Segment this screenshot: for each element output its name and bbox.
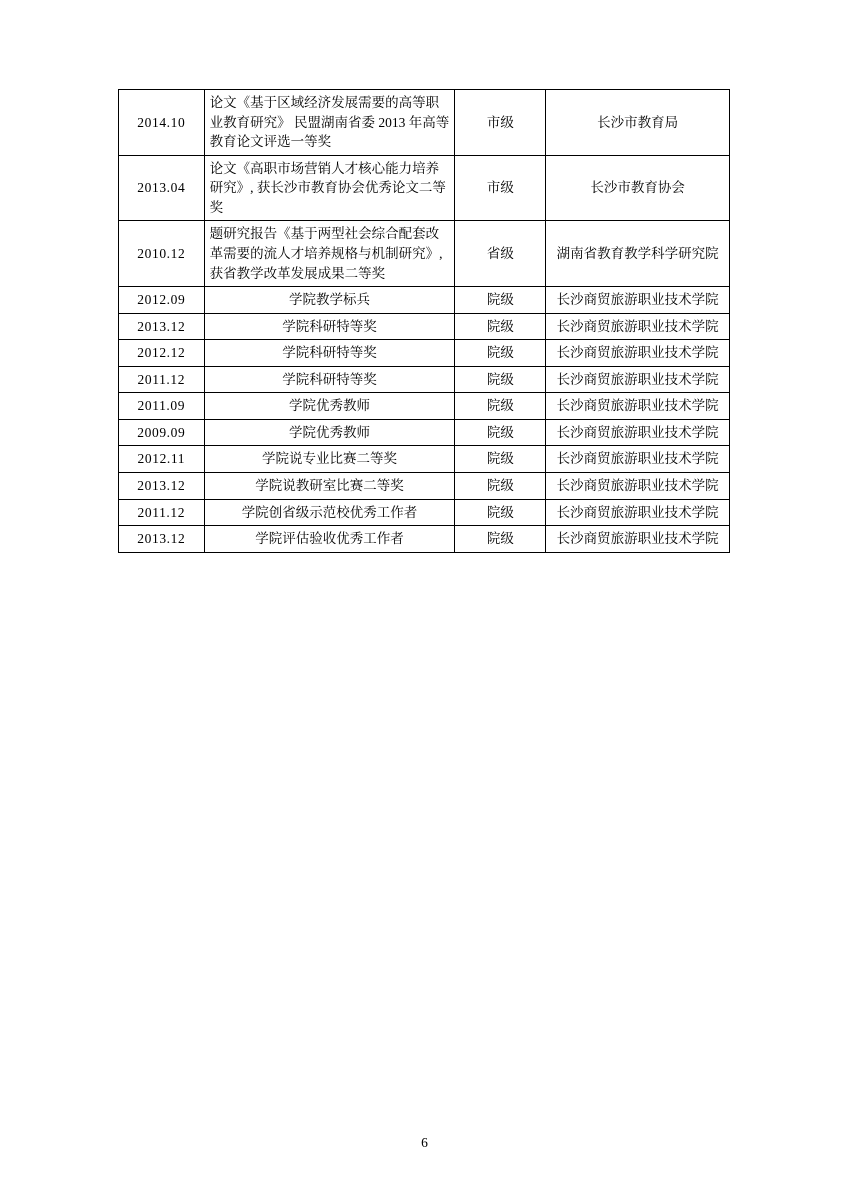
table-row: [119, 313, 730, 340]
cell-date: 2013.12: [119, 526, 205, 553]
table-row: [119, 499, 730, 526]
cell-organization: 长沙商贸旅游职业技术学院: [546, 499, 730, 526]
cell-description: 学院教学标兵: [204, 287, 455, 314]
cell-date: 2010.12: [119, 221, 205, 287]
cell-date: 2014.10: [119, 90, 205, 156]
cell-date: 2013.12: [119, 473, 205, 500]
cell-level: 院级: [455, 287, 546, 314]
cell-organization: 湖南省教育教学科学研究院: [546, 221, 730, 287]
cell-organization: 长沙商贸旅游职业技术学院: [546, 419, 730, 446]
cell-level: 市级: [455, 155, 546, 221]
table-row: [119, 155, 730, 221]
cell-level: 院级: [455, 419, 546, 446]
cell-organization: 长沙商贸旅游职业技术学院: [546, 526, 730, 553]
cell-organization: 长沙商贸旅游职业技术学院: [546, 473, 730, 500]
table-row: [119, 526, 730, 553]
cell-date: 2012.12: [119, 340, 205, 367]
cell-description: 学院说专业比赛二等奖: [204, 446, 455, 473]
cell-organization: 长沙商贸旅游职业技术学院: [546, 393, 730, 420]
cell-organization: 长沙市教育局: [546, 90, 730, 156]
cell-date: 2012.11: [119, 446, 205, 473]
cell-level: 院级: [455, 499, 546, 526]
cell-description: 学院创省级示范校优秀工作者: [204, 499, 455, 526]
cell-date: 2013.04: [119, 155, 205, 221]
awards-table-body: [119, 90, 730, 553]
cell-organization: 长沙市教育协会: [546, 155, 730, 221]
cell-organization: 长沙商贸旅游职业技术学院: [546, 446, 730, 473]
cell-level: 院级: [455, 366, 546, 393]
table-row: [119, 340, 730, 367]
cell-date: 2012.09: [119, 287, 205, 314]
cell-description: 学院优秀教师: [204, 393, 455, 420]
cell-description: 学院科研特等奖: [204, 366, 455, 393]
cell-description: 学院优秀教师: [204, 419, 455, 446]
table-row: [119, 446, 730, 473]
page-number: 6: [421, 1135, 428, 1150]
table-row: [119, 221, 730, 287]
cell-description: 学院科研特等奖: [204, 313, 455, 340]
table-row: [119, 287, 730, 314]
cell-date: 2011.12: [119, 366, 205, 393]
cell-level: 院级: [455, 526, 546, 553]
cell-date: 2011.12: [119, 499, 205, 526]
cell-date: 2013.12: [119, 313, 205, 340]
table-row: [119, 419, 730, 446]
cell-date: 2009.09: [119, 419, 205, 446]
cell-description: 学院科研特等奖: [204, 340, 455, 367]
cell-description: 论文《基于区域经济发展需要的高等职业教育研究》 民盟湖南省委 2013 年高等教育论文评选一等奖: [204, 90, 455, 156]
awards-table: [118, 89, 730, 553]
cell-description: 论文《高职市场营销人才核心能力培养研究》, 获长沙市教育协会优秀论文二等奖: [204, 155, 455, 221]
table-row: [119, 393, 730, 420]
cell-organization: 长沙商贸旅游职业技术学院: [546, 366, 730, 393]
cell-organization: 长沙商贸旅游职业技术学院: [546, 313, 730, 340]
cell-level: 院级: [455, 446, 546, 473]
table-row: [119, 90, 730, 156]
cell-description: 题研究报告《基于两型社会综合配套改革需要的流人才培养规格与机制研究》, 获省教学改革发展成果二等奖: [204, 221, 455, 287]
cell-organization: 长沙商贸旅游职业技术学院: [546, 340, 730, 367]
cell-level: 院级: [455, 340, 546, 367]
table-row: [119, 473, 730, 500]
cell-organization: 长沙商贸旅游职业技术学院: [546, 287, 730, 314]
cell-level: 市级: [455, 90, 546, 156]
cell-date: 2011.09: [119, 393, 205, 420]
cell-description: 学院说教研室比赛二等奖: [204, 473, 455, 500]
cell-level: 院级: [455, 473, 546, 500]
cell-description: 学院评估验收优秀工作者: [204, 526, 455, 553]
cell-level: 院级: [455, 393, 546, 420]
cell-level: 院级: [455, 313, 546, 340]
cell-level: 省级: [455, 221, 546, 287]
table-row: [119, 366, 730, 393]
